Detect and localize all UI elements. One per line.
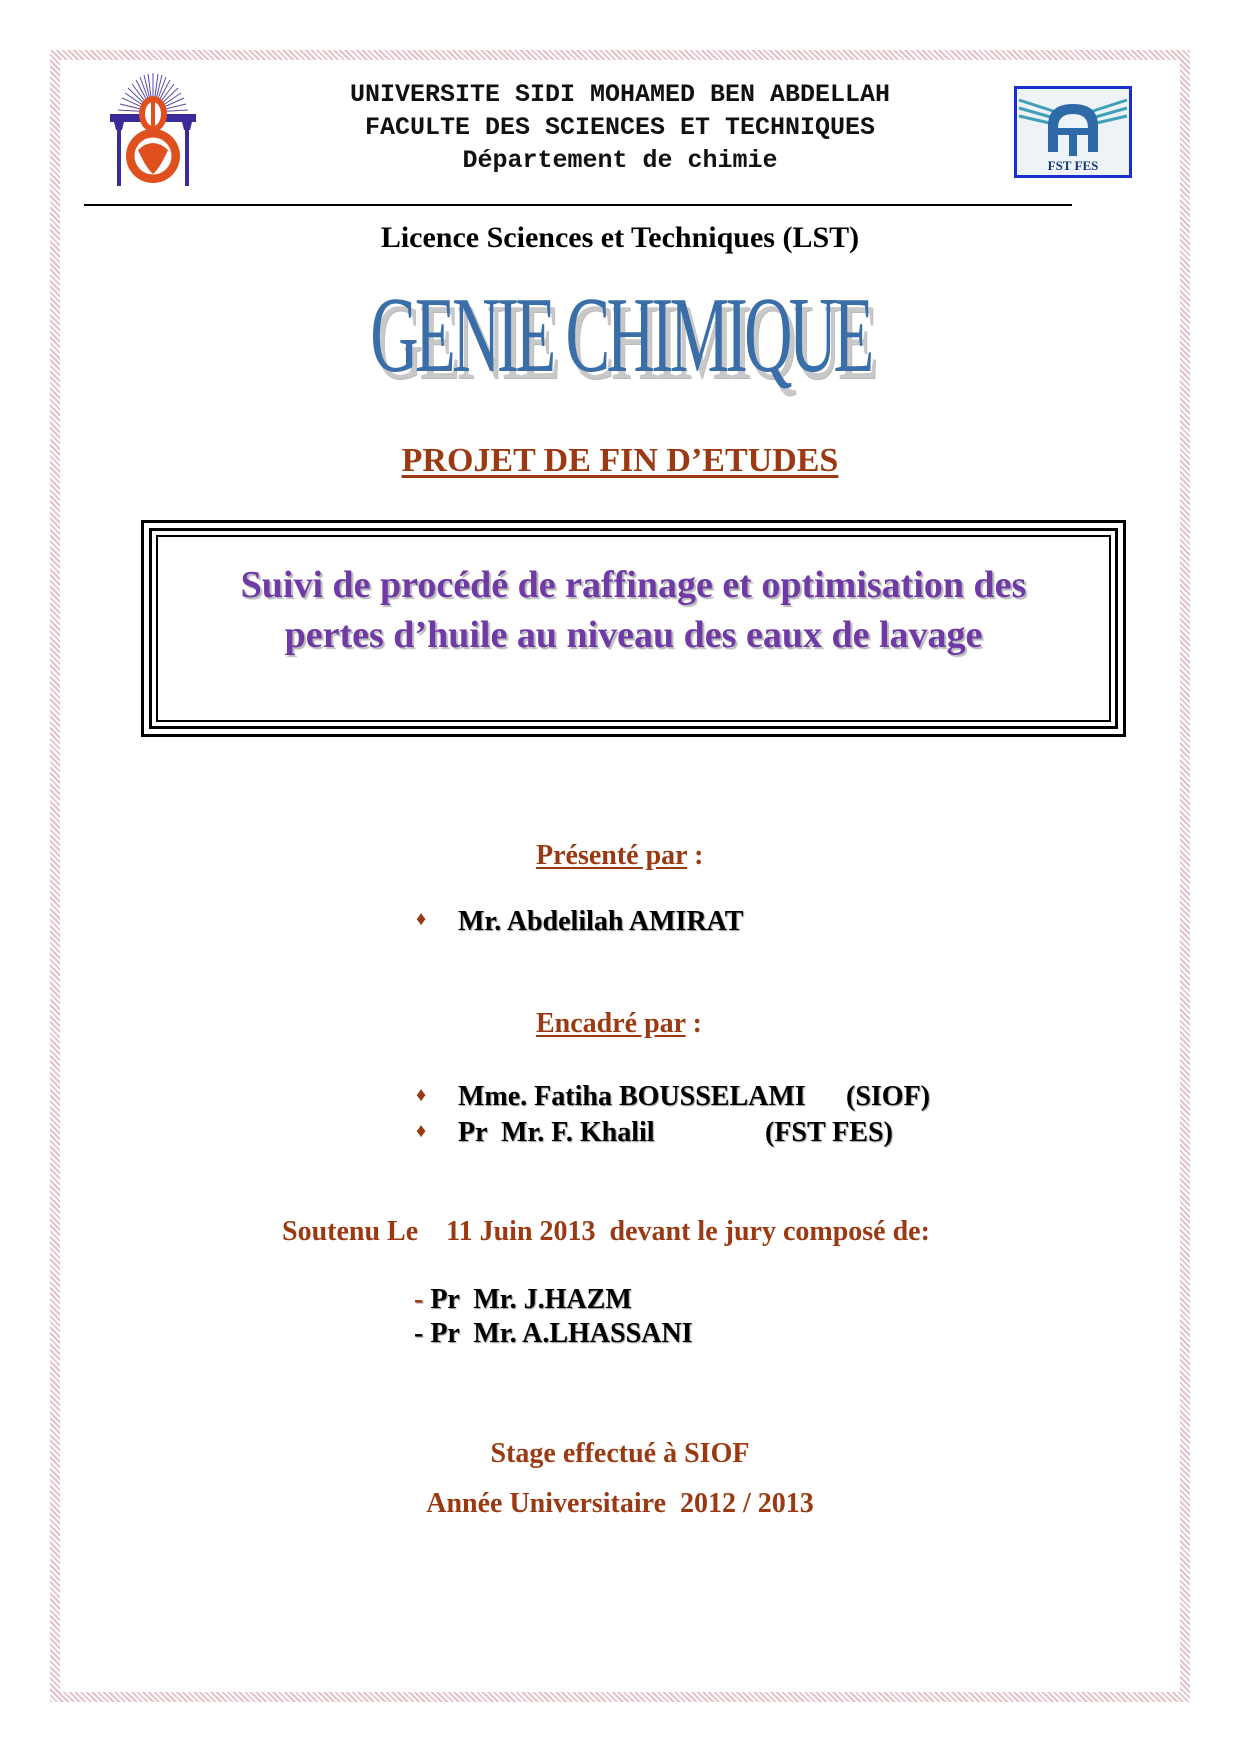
fst-fes-logo-icon — [1014, 86, 1132, 178]
jury-member-2 — [414, 1318, 692, 1350]
specialty-wordart — [0, 276, 1240, 395]
fst-fes-caption: FST FES — [1047, 158, 1099, 173]
specialty-title: GENIE CHIMIQUE — [369, 276, 871, 395]
faculty-name: FACULTE DES SCIENCES ET TECHNIQUES — [364, 113, 876, 142]
presented-by-colon: : — [687, 840, 704, 871]
header-divider — [84, 204, 1072, 206]
university-name: UNIVERSITE SIDI MOHAMED BEN ABDELLAH — [349, 80, 891, 109]
jury-member-1 — [414, 1284, 632, 1316]
jury-member-2-name: Pr Mr. A.LHASSANI — [430, 1318, 693, 1349]
supervisor-affiliation-1: (SIOF) — [846, 1081, 930, 1112]
university-crest-icon — [108, 70, 198, 188]
supervisor-name-1: Mme. Fatiha BOUSSELAMI — [458, 1081, 806, 1112]
project-title-line-1: Suivi de procédé de raffinage et optimisation des — [240, 564, 1027, 606]
document-type: PROJET DE FIN D’ETUDES — [401, 442, 839, 479]
presented-by-label: Présenté par — [536, 840, 688, 871]
diamond-bullet-icon: ♦ — [416, 908, 427, 930]
internship-location: Stage effectué à SIOF — [490, 1438, 750, 1469]
supervised-by-label: Encadré par — [536, 1008, 686, 1039]
diamond-bullet-icon: ♦ — [416, 1120, 427, 1142]
academic-year: Année Universitaire 2012 / 2013 — [426, 1488, 814, 1519]
supervisor-item-2 — [416, 1120, 426, 1143]
dash-bullet: - — [414, 1318, 431, 1349]
department-name: Département de chimie — [462, 146, 778, 175]
defense-statement: Soutenu Le 11 Juin 2013 devant le jury composé de: — [282, 1216, 930, 1247]
supervised-by-colon: : — [685, 1008, 702, 1039]
institution-header — [230, 78, 1010, 177]
program-name: Licence Sciences et Techniques (LST) — [380, 221, 860, 254]
jury-member-1-name: Pr Mr. J.HAZM — [430, 1284, 632, 1315]
supervisor-item-1 — [416, 1084, 426, 1107]
supervisor-name-2: Pr Mr. F. Khalil — [458, 1117, 655, 1148]
project-title — [141, 560, 1126, 660]
dash-bullet: - — [414, 1284, 431, 1315]
document-type-heading — [0, 442, 1240, 480]
supervisor-affiliation-2: (FST FES) — [765, 1117, 893, 1148]
presenter-item — [416, 908, 426, 931]
presenter-name: Mr. Abdelilah AMIRAT — [458, 906, 744, 937]
presented-by-heading — [536, 840, 703, 872]
project-title-line-2: pertes d’huile au niveau des eaux de lavage — [284, 614, 983, 656]
diamond-bullet-icon: ♦ — [416, 1084, 427, 1106]
supervised-by-heading — [536, 1008, 702, 1040]
